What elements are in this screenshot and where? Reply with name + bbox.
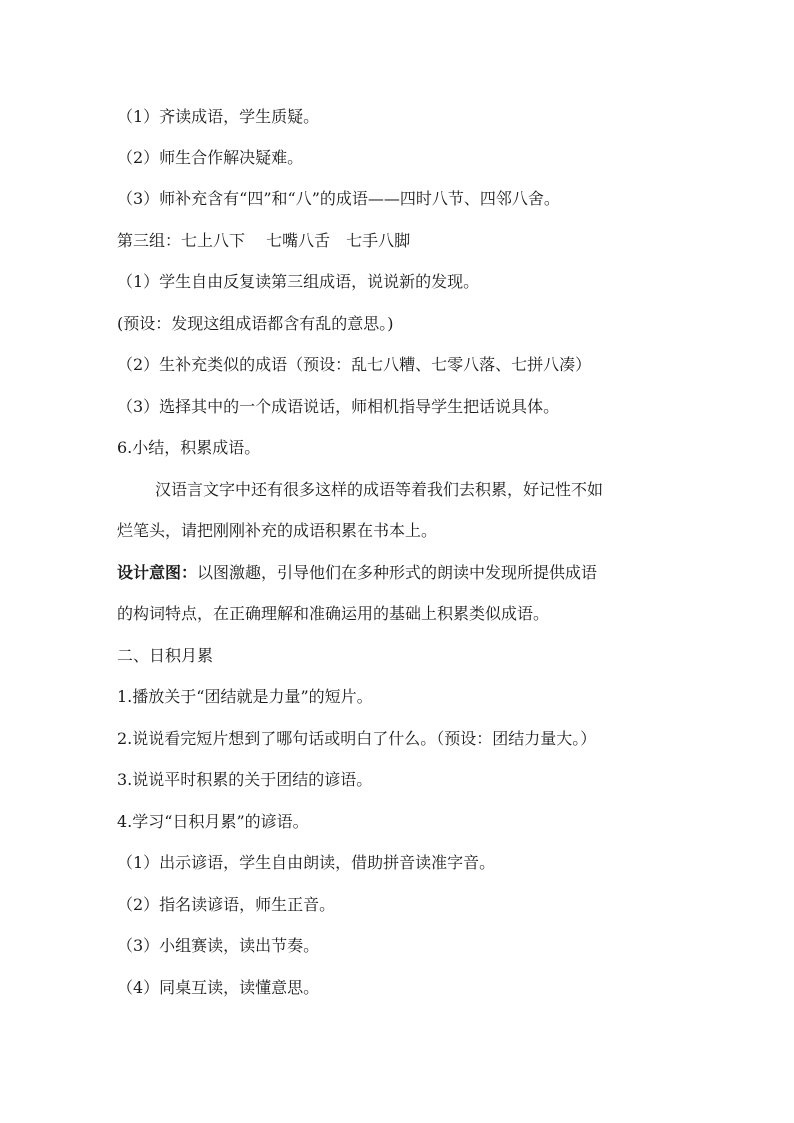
text-line: （3）小组赛读，读出节奏。 (117, 936, 320, 955)
paragraph-line: 烂笔头，请把刚刚补充的成语积累在书本上。 (117, 521, 438, 540)
text-line: 6.小结，积累成语。 (117, 438, 261, 457)
text-line: (预设：发现这组成语都含有乱的意思。) (117, 314, 394, 333)
design-intent-line (117, 562, 687, 584)
text-line: （3）师补充含有“四”和“八”的成语——四时八节、四邻八舍。 (117, 189, 560, 208)
text-line: （4）同桌互读，读懂意思。 (117, 978, 320, 997)
text-line: （1）齐读成语，学生质疑。 (117, 107, 320, 126)
text-line: （1）出示谚语，学生自由朗读，借助拼音读准字音。 (117, 853, 496, 872)
text-line: 3.说说平时积累的关于团结的谚语。 (117, 770, 373, 789)
design-intent-label: 设计意图： (117, 563, 198, 582)
paragraph-line: 汉语言文字中还有很多这样的成语等着我们去积累，好记性不如 (155, 480, 604, 499)
section-heading: 二、日积月累 (117, 646, 214, 665)
text-line: （3）选择其中的一个成语说话，师相机指导学生把话说具体。 (117, 397, 560, 416)
text-line: 1.播放关于“团结就是力量”的短片。 (117, 687, 373, 706)
text-line: （2）生补充类似的成语（预设：乱七八糟、七零八落、七拼八凑） (117, 355, 592, 374)
text-line: 4.学习“日积月累”的谚语。 (117, 812, 309, 831)
text-line: （2）指名读谚语，师生正音。 (117, 895, 336, 914)
design-intent-text: 以图激趣，引导他们在多种形式的朗读中发现所提供成语 (197, 563, 598, 582)
text-line: （1）学生自由反复读第三组成语，说说新的发现。 (117, 272, 480, 291)
text-line: （2）师生合作解决疑难。 (117, 148, 304, 167)
text-line: 的构词特点，在正确理解和准确运用的基础上积累类似成语。 (117, 604, 550, 623)
group-heading: 第三组：七上八下 七嘴八舌 七手八脚 (117, 231, 411, 250)
text-line: 2.说说看完短片想到了哪句话或明白了什么。（预设：团结力量大。） (117, 729, 597, 748)
